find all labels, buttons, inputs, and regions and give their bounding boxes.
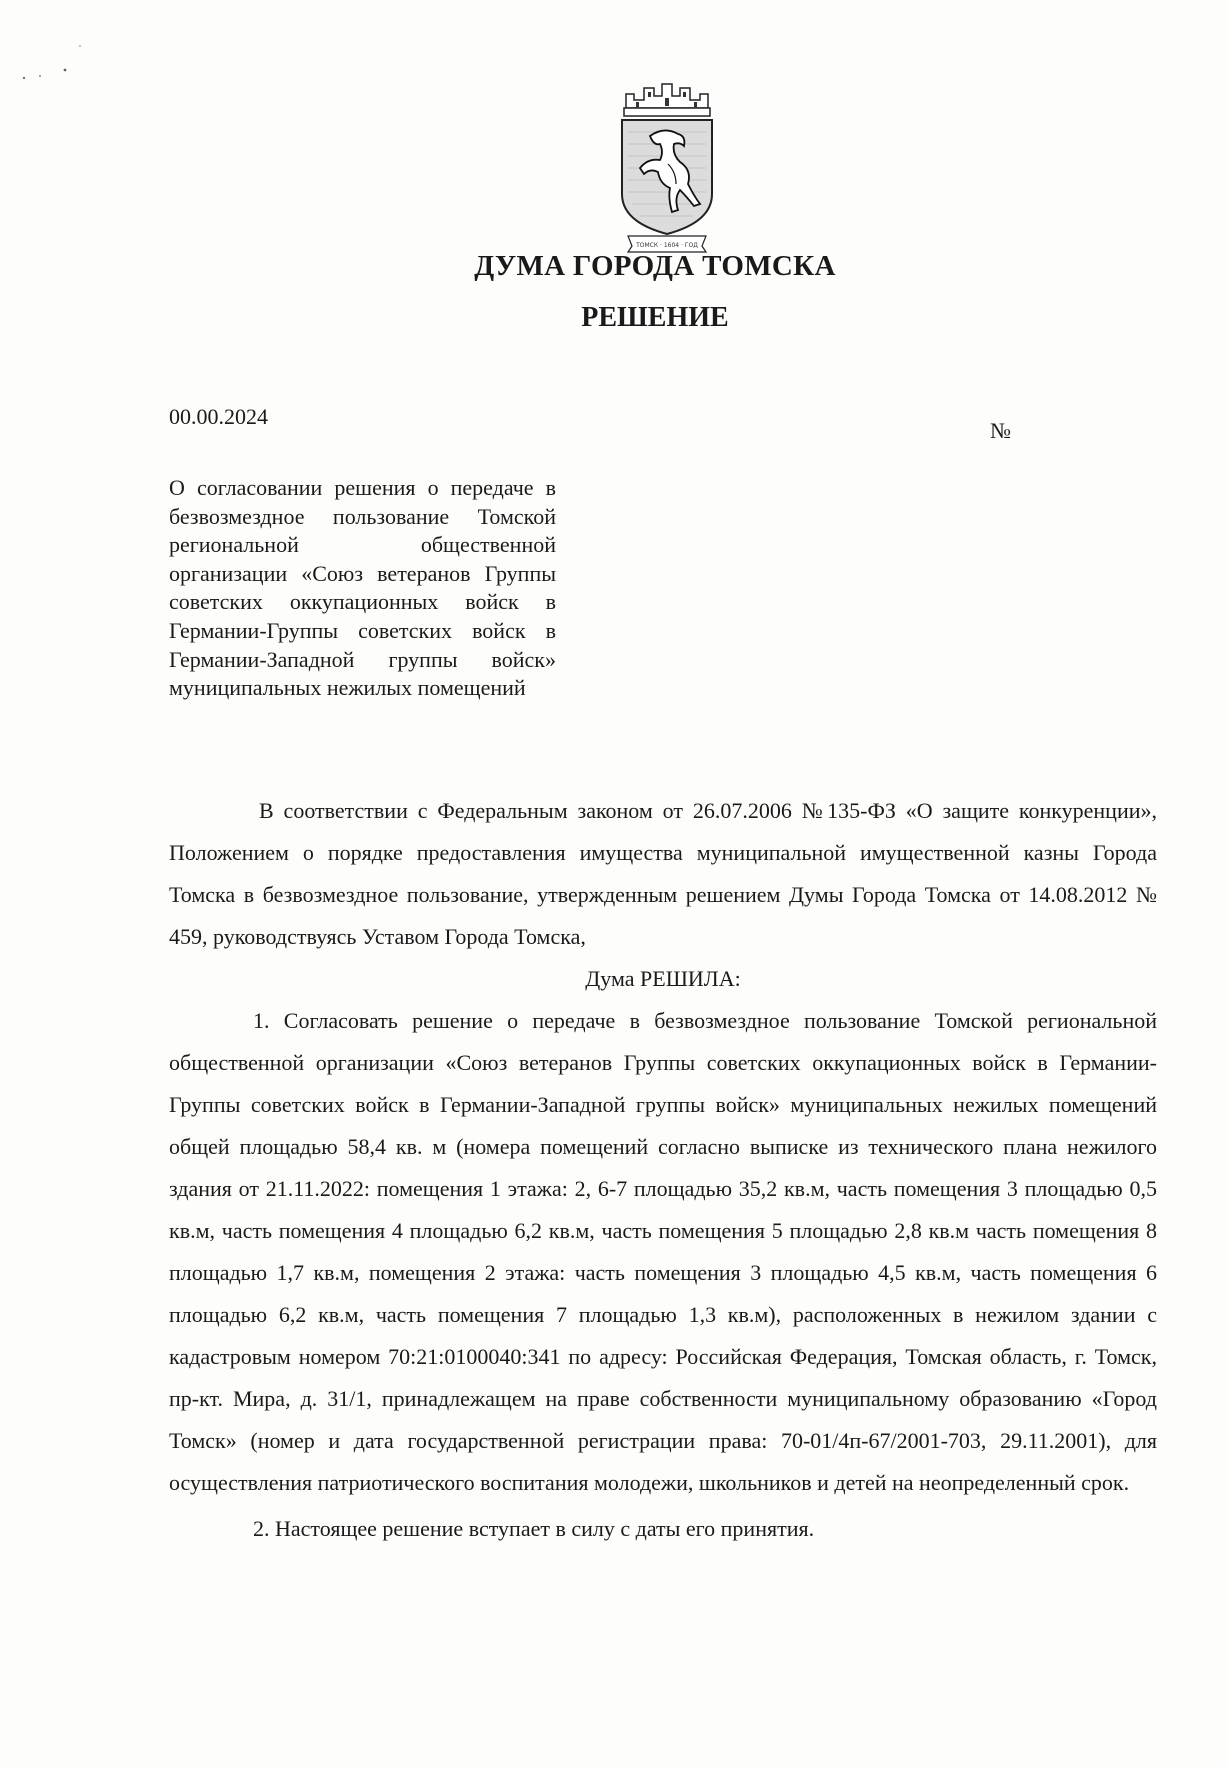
document-type-heading: РЕШЕНИЕ (581, 302, 729, 333)
resolution-item: 1. Согласовать решение о передаче в безвозмездное пользование Томской региональной общественной организации «Союз ветеранов Группы советских оккупационных войск в Германии-Группы советских войск в Германии-Западной группы войск» муниципальных нежилых помещений общей площадью 58,4 кв. м (номера помещений согласно выписке из технического плана нежилого здания от 21.11.2022: помещения 1 этажа: 2, 6-7 площадью 35,2 кв.м, часть помещения 3 площадью 0,5 кв.м, часть помещения 4 площадью 6,2 кв.м, часть помещения 5 площадью 2,8 кв.м часть помещения 8 площадью 1,7 кв.м, помещения 2 этажа: часть помещения 3 площадью 4,5 кв.м, часть помещения 6 площадью 6,2 кв.м, часть помещения 7 площадью 1,3 кв.м), расположенных в нежилом здании с кадастровым номером 70:21:0100040:341 по адресу: Российская Федерация, Томская область, г. Томск, пр-кт. Мира, д. 31/1, принадлежащем на праве собственности муниципальному образованию «Город Томск» (номер и дата государственной регистрации права: 70-01/4п-67/2001-703, 29.11.2001), для осуществления патриотического воспитания молодежи, школьников и детей на неопределенный срок. (169, 1008, 1157, 1495)
resolution-item: 2. Настоящее решение вступает в силу с даты его принятия. (253, 1516, 815, 1541)
document-date: 00.00.2024 (169, 404, 268, 429)
preamble-paragraph: В соответствии с Федеральным законом от 26.07.2006 №135-ФЗ «О защите конкуренции», Положением о порядке предоставления имущества муниципальной имущественной казны Города Томска в безвозмездное пользование, утвержденным решением Думы Города Томска от 14.08.2012 № 459, руководствуясь Уставом Города Томска, (169, 798, 1157, 949)
document-body (169, 790, 1157, 1550)
organization-title: ДУМА ГОРОДА ТОМСКА (474, 250, 836, 282)
document-number-label: № (990, 418, 1011, 443)
scan-artifact (10, 40, 90, 100)
emblem-ribbon-text: ТОМСК · 1604 · ГОД (636, 242, 698, 249)
city-coat-of-arms-icon (614, 72, 720, 254)
document-subject: О согласовании решения о передаче в безвозмездное пользование Томской региональной общественной организации «Союз ветеранов Группы советских оккупационных войск в Германии-Группы советских войск в Германии-Западной группы войск» муниципальных нежилых помещений (169, 475, 556, 701)
resolve-heading: Дума РЕШИЛА: (585, 966, 741, 991)
